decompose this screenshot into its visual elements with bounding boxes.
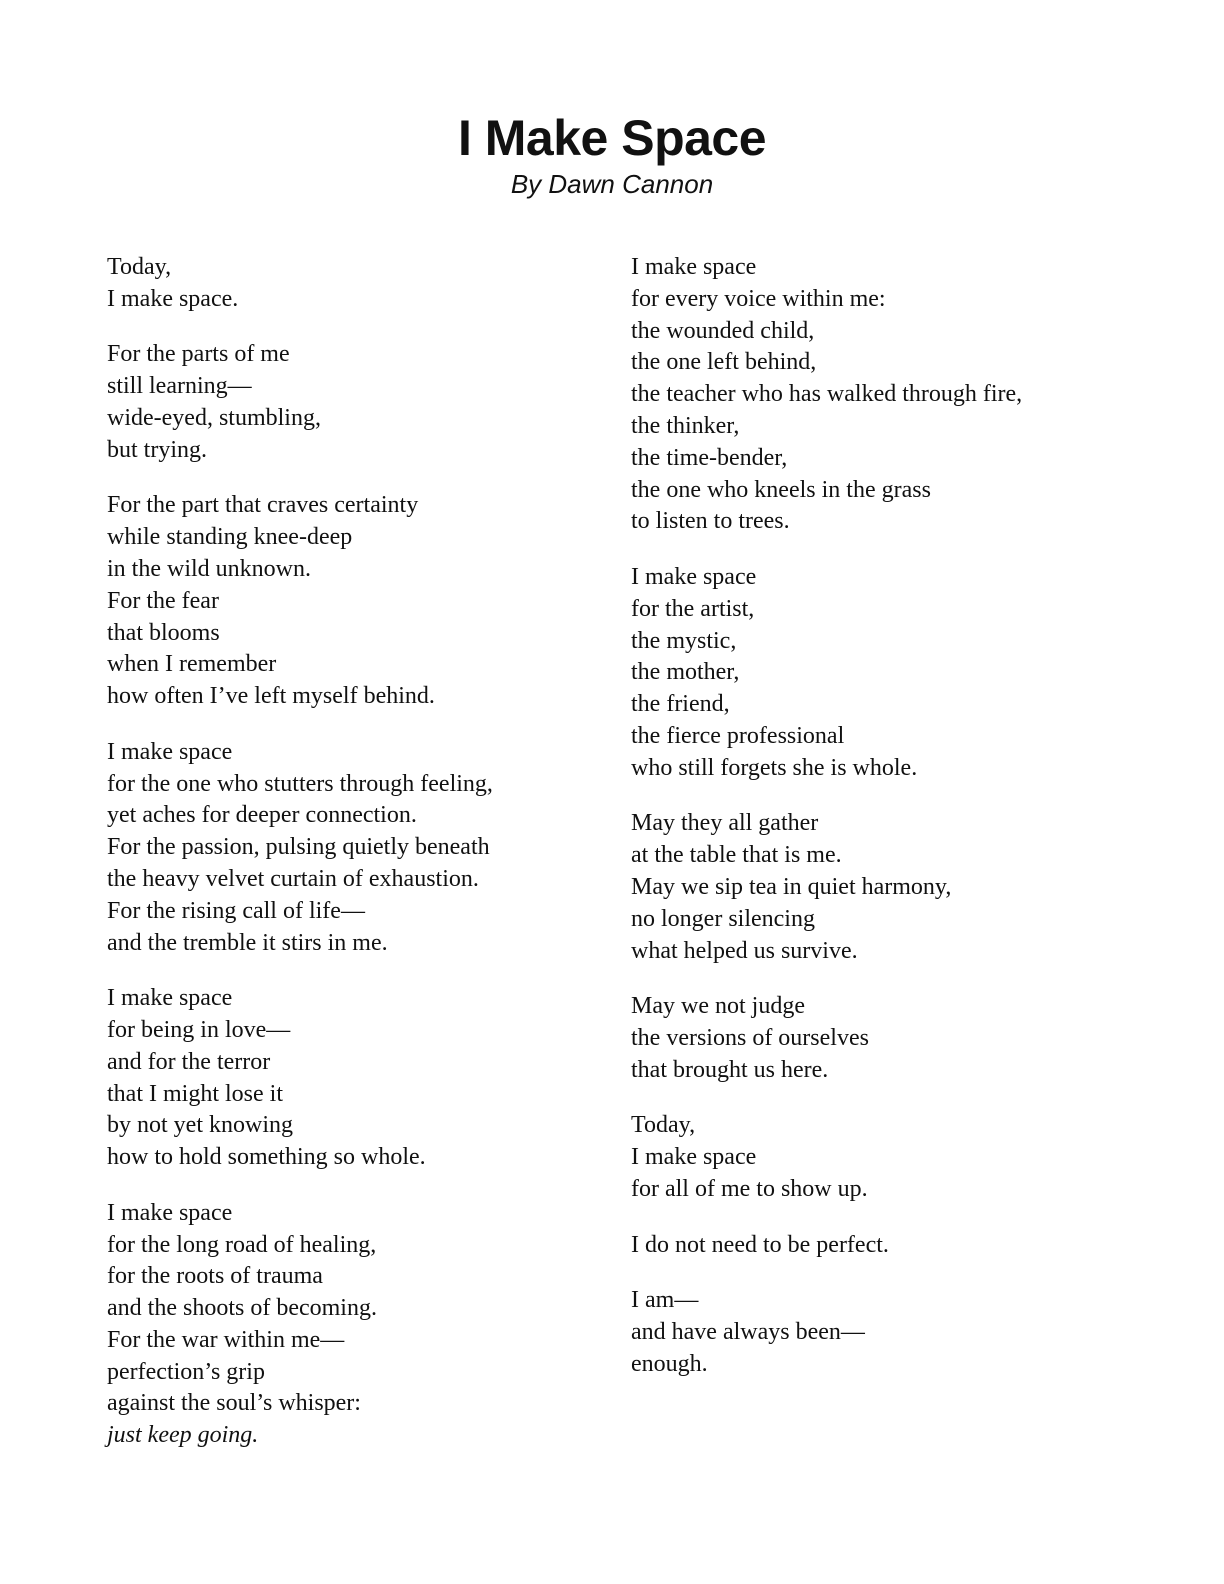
poem-line: but trying.	[107, 436, 207, 463]
poem-line: no longer silencing	[631, 905, 815, 932]
poem-line: by not yet knowing	[107, 1112, 293, 1139]
poem-line: the one who kneels in the grass	[631, 476, 931, 503]
poem-line: that I might lose it	[107, 1080, 283, 1107]
poem-line: the thinker,	[631, 412, 740, 439]
poem-line: May they all gather	[631, 810, 819, 837]
poem-line: the heavy velvet curtain of exhaustion.	[107, 865, 479, 892]
stanza	[631, 252, 1191, 538]
poem-line: the one left behind,	[631, 349, 817, 376]
poem-line: in the wild unknown.	[107, 555, 311, 582]
stanza	[107, 252, 577, 316]
poem-line: just keep going.	[107, 1422, 259, 1449]
stanza	[631, 1285, 1191, 1380]
stanza	[107, 1198, 577, 1452]
poem-line: I make space	[631, 563, 757, 590]
poem-line: the friend,	[631, 691, 730, 718]
poem-line: I make space.	[107, 285, 239, 312]
poem-line: and the tremble it stirs in me.	[107, 929, 388, 956]
poem-line: the wounded child,	[631, 317, 815, 344]
poem-line: perfection’s grip	[107, 1358, 265, 1385]
poem-line: the teacher who has walked through fire,	[631, 381, 1023, 408]
poem-line: Today,	[631, 1112, 696, 1139]
poem-line: May we not judge	[631, 993, 805, 1020]
poem-line: and the shoots of becoming.	[107, 1295, 377, 1322]
poem-line: that blooms	[107, 619, 220, 646]
poem-line: For the parts of me	[107, 341, 290, 368]
poem-line: I make space	[107, 1199, 233, 1226]
poem-line: for every voice within me:	[631, 285, 886, 312]
poem-line: while standing knee-deep	[107, 524, 353, 551]
stanza	[107, 490, 577, 713]
stanza	[631, 1110, 1191, 1205]
poem-line: wide-eyed, stumbling,	[107, 404, 321, 431]
stanza	[631, 562, 1191, 785]
poem-line: enough.	[631, 1350, 708, 1377]
left-column	[107, 252, 577, 1476]
poem-line: May we sip tea in quiet harmony,	[631, 873, 952, 900]
poem-line: the versions of ourselves	[631, 1024, 869, 1051]
stanza	[631, 808, 1191, 967]
poem-line: when I remember	[107, 651, 277, 678]
poem-line: yet aches for deeper connection.	[107, 802, 417, 829]
poem-line: the mystic,	[631, 627, 737, 654]
stanza	[631, 991, 1191, 1086]
poem-line: For the fear	[107, 587, 219, 614]
poem-line: for the roots of trauma	[107, 1263, 323, 1290]
poem-line: I make space	[107, 985, 233, 1012]
poem-line: I am—	[631, 1287, 699, 1314]
poem-line: for all of me to show up.	[631, 1175, 868, 1202]
poem-line: I make space	[631, 254, 757, 280]
poem-line: Today,	[107, 254, 172, 280]
poem-line: what helped us survive.	[631, 937, 858, 964]
poem-title: I Make Space	[457, 110, 767, 166]
poem-line: For the part that craves certainty	[107, 492, 419, 519]
poem-line: that brought us here.	[631, 1056, 829, 1083]
poem-header	[0, 108, 1224, 200]
poem-line: the fierce professional	[631, 722, 845, 749]
poem-line: for the artist,	[631, 595, 755, 622]
poem-line: for the long road of healing,	[107, 1231, 377, 1258]
poem-line: For the rising call of life—	[107, 897, 365, 924]
stanza	[107, 983, 577, 1174]
poem-line: I make space	[107, 738, 233, 765]
poem-line: the time-bender,	[631, 444, 788, 471]
poem-line: I make space	[631, 1144, 757, 1171]
stanza	[631, 1230, 1191, 1262]
poem-line: For the passion, pulsing quietly beneath	[107, 834, 490, 861]
poem-line: and for the terror	[107, 1048, 271, 1075]
poem-line: against the soul’s whisper:	[107, 1390, 361, 1417]
poem-line: and have always been—	[631, 1318, 865, 1345]
poem-byline: By Dawn Cannon	[510, 169, 714, 199]
poem-line: to listen to trees.	[631, 508, 790, 535]
poem-line: still learning—	[107, 373, 252, 400]
poem-line: the mother,	[631, 659, 740, 686]
poem-line: for being in love—	[107, 1016, 291, 1043]
right-column	[631, 252, 1191, 1404]
poem-line: how often I’ve left myself behind.	[107, 683, 435, 710]
poem-line: I do not need to be perfect.	[631, 1231, 889, 1258]
stanza	[107, 339, 577, 466]
poem-line: For the war within me—	[107, 1326, 345, 1353]
poem-line: at the table that is me.	[631, 842, 842, 869]
poem-line: who still forgets she is whole.	[631, 754, 918, 781]
poem-line: for the one who stutters through feeling,	[107, 770, 493, 797]
poem-line: how to hold something so whole.	[107, 1144, 426, 1171]
stanza	[107, 737, 577, 960]
